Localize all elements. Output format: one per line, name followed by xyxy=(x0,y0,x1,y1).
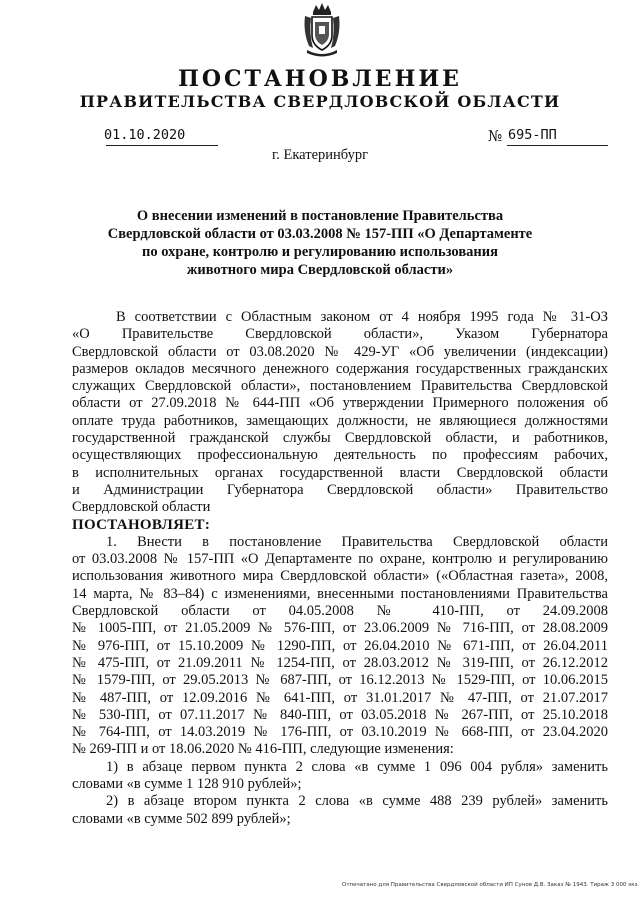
heading-line: Свердловской области от 03.03.2008 № 157-ПП «О Департаменте xyxy=(107,226,533,242)
subitem-line: 2) в абзаце втором пункта 2 слова «в сумме 488 239 рублей» заменить xyxy=(106,793,608,810)
preamble-line: Свердловской области xyxy=(72,499,211,516)
item-line: Свердловской области от 04.05.2008 № 410-ПП, от 24.09.2008 xyxy=(72,603,608,620)
preamble-line: «О Правительстве Свердловской области», Указом Губернатора xyxy=(72,326,608,343)
item-line: № 976-ПП, от 15.10.2009 № 1290-ПП, от 26.04.2010 № 671-ПП, от 26.04.2011 xyxy=(72,637,608,654)
item-line: использования животного мира Свердловской области» («Областная газета», 2008, xyxy=(72,568,608,585)
item-line: № 764-ПП, от 14.03.2019 № 176-ПП, от 03.10.2019 № 668-ПП, от 23.04.2020 xyxy=(72,724,608,741)
decree-word: ПОСТАНОВЛЯЕТ: xyxy=(72,516,211,533)
preamble-line: размеров окладов месячного денежного содержания государственных гражданских xyxy=(72,360,608,377)
subitem-line: словами «в сумме 1 128 910 рублей»; xyxy=(72,776,302,793)
preamble-line: государственной гражданской службы Свердловской области, и работников, xyxy=(72,430,608,447)
item-line: от 03.03.2008 № 157-ПП «О Департаменте по охране, контролю и регулированию xyxy=(72,551,608,568)
preamble-line: и Администрации Губернатора Свердловской области» Правительство xyxy=(72,481,608,498)
item-line: № 530-ПП, от 07.11.2017 № 840-ПП, от 03.05.2018 № 267-ПП, от 25.10.2018 xyxy=(72,706,608,723)
decree-number: 695-ПП xyxy=(508,127,557,143)
number-sign: № xyxy=(488,127,503,145)
heading-line: по охране, контролю и регулированию использования xyxy=(142,244,498,260)
preamble-line: в исполнительных органах государственной власти Свердловской области xyxy=(72,464,608,481)
item-line: 1. Внести в постановление Правительства Свердловской области xyxy=(106,533,608,550)
document-body xyxy=(72,309,608,828)
item-line: № 487-ПП, от 12.09.2016 № 641-ПП, от 31.01.2017 № 47-ПП, от 21.07.2017 xyxy=(72,689,608,706)
preamble-line: В соответствии с Областным законом от 4 ноября 1995 года № 31-ОЗ xyxy=(116,309,608,325)
subitem-line: словами «в сумме 502 899 рублей»; xyxy=(72,810,291,827)
item-line: № 1579-ПП, от 29.05.2013 № 687-ПП, от 16.12.2013 № 1529-ПП, от 10.06.2015 xyxy=(72,672,608,689)
item-line: № 1005-ПП, от 21.05.2009 № 576-ПП, от 23.06.2009 № 716-ПП, от 28.08.2009 xyxy=(72,620,608,637)
item-line: № 269-ПП и от 18.06.2020 № 416-ПП, следующие изменения: xyxy=(72,741,454,758)
number-underline xyxy=(507,145,608,146)
heading-line: О внесении изменений в постановление Правительства xyxy=(136,208,504,224)
preamble-line: служащих Свердловской области», постановлением Правительства Свердловской xyxy=(72,378,608,395)
item-line: 14 марта, № 83–84) с изменениями, внесенными постановлениями Правительства xyxy=(72,585,608,602)
print-imprint: Отпечатано для Правительства Свердловской области ИП Сунов Д.В. Заказ № 1943. Тираж 3 000 экз. xyxy=(342,882,640,888)
item-line: № 475-ПП, от 21.09.2011 № 1254-ПП, от 28.03.2012 № 319-ПП, от 26.12.2012 xyxy=(72,654,608,671)
preamble-line: осуществляющих профессиональную деятельность по профессиям рабочих, xyxy=(72,447,608,464)
subitem-line: 1) в абзаце первом пункта 2 слова «в сумме 1 096 004 рубля» заменить xyxy=(106,758,608,775)
document-type-title: ПОСТАНОВЛЕНИЕ xyxy=(178,66,462,92)
city: г. Екатеринбург xyxy=(271,147,369,163)
heading-line: животного мира Свердловской области» xyxy=(186,262,454,278)
coat-of-arms-icon xyxy=(301,2,343,60)
preamble-line: Свердловской области от 03.08.2020 № 429-УГ «Об увеличении (индексации) xyxy=(72,343,608,360)
decree-date: 01.10.2020 xyxy=(104,127,186,143)
date-underline xyxy=(106,145,218,146)
decree-heading xyxy=(90,207,550,279)
issuer-title: ПРАВИТЕЛЬСТВА СВЕРДЛОВСКОЙ ОБЛАСТИ xyxy=(79,92,561,111)
preamble-line: области от 27.09.2018 № 644-ПП «Об утверждении Примерного положения об xyxy=(72,395,608,412)
preamble-line: оплате труда работников, замещающих должности, не являющиеся должностями xyxy=(72,412,608,429)
